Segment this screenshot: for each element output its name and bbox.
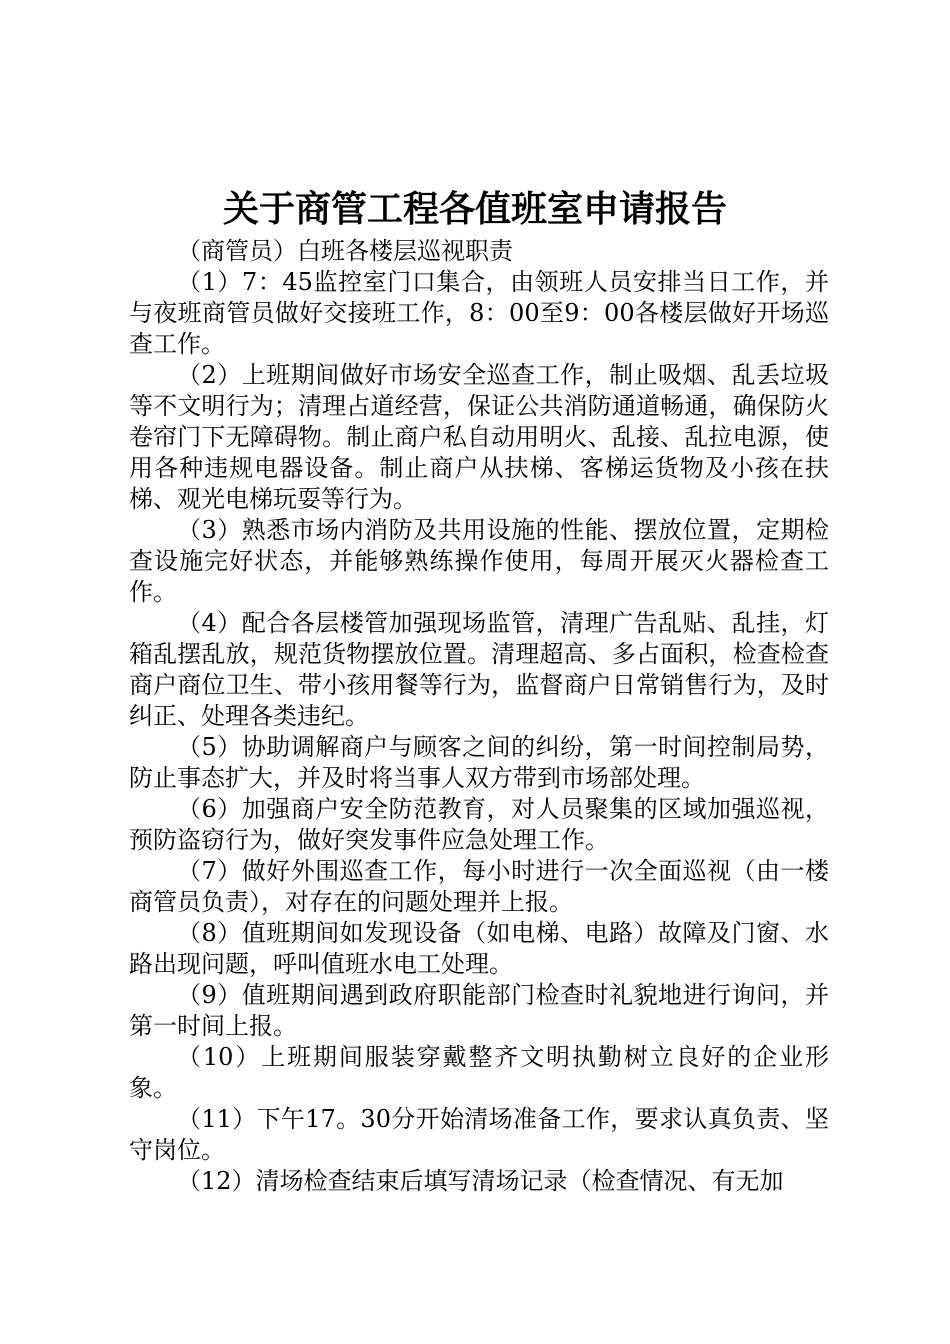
paragraph-item-6: （6）加强商户安全防范教育，对人员聚集的区域加强巡视，预防盗窃行为，做好突发事件应急处理工作。 (129, 795, 829, 854)
paragraph-item-1: （1）7：45监控室门口集合，由领班人员安排当日工作，并与夜班商管员做好交接班工作，8：00至9：00各楼层做好开场巡查工作。 (129, 268, 829, 358)
paragraph-item-5: （5）协助调解商户与顾客之间的纠纷，第一时间控制局势，防止事态扩大，并及时将当事人双方带到市场部处理。 (129, 733, 829, 792)
paragraph-item-8: （8）值班期间如发现设备（如电梯、电路）故障及门窗、水路出现问题，呼叫值班水电工处理。 (129, 919, 829, 978)
paragraph-item-9: （9）值班期间遇到政府职能部门检查时礼貌地进行询问，并第一时间上报。 (129, 981, 829, 1040)
paragraph-item-4: （4）配合各层楼管加强现场监管，清理广告乱贴、乱挂，灯箱乱摆乱放，规范货物摆放位置。清理超高、多占面积，检查检查商户商位卫生、带小孩用餐等行为，监督商户日常销售行为，及时纠正、处理各类违纪。 (129, 609, 829, 730)
paragraph-item-3: （3）熟悉市场内消防及共用设施的性能、摆放位置，定期检查设施完好状态，并能够熟练操作使用，每周开展灭火器检查工作。 (129, 516, 829, 606)
paragraph-item-10: （10）上班期间服装穿戴整齐文明执勤树立良好的企业形象。 (129, 1043, 829, 1102)
paragraph-item-11: （11）下午17。30分开始清场准备工作，要求认真负责、坚守岗位。 (129, 1105, 829, 1164)
document-body (129, 236, 829, 1197)
document-title: 关于商管工程各值班室申请报告 (222, 189, 727, 230)
paragraph-item-2: （2）上班期间做好市场安全巡查工作，制止吸烟、乱丢垃圾等不文明行为；清理占道经营，保证公共消防通道畅通，确保防火卷帘门下无障碍物。制止商户私自动用明火、乱接、乱拉电源，使用各种违规电器设备。制止商户从扶梯、客梯运货物及小孩在扶梯、观光电梯玩耍等行为。 (129, 361, 829, 513)
paragraph-heading: （商管员）白班各楼层巡视职责 (177, 237, 513, 265)
paragraph-item-7: （7）做好外围巡查工作，每小时进行一次全面巡视（由一楼商管员负责），对存在的问题处理并上报。 (129, 857, 829, 916)
paragraph-item-12: （12）清场检查结束后填写清场记录（检查情况、有无加 (177, 1167, 784, 1195)
